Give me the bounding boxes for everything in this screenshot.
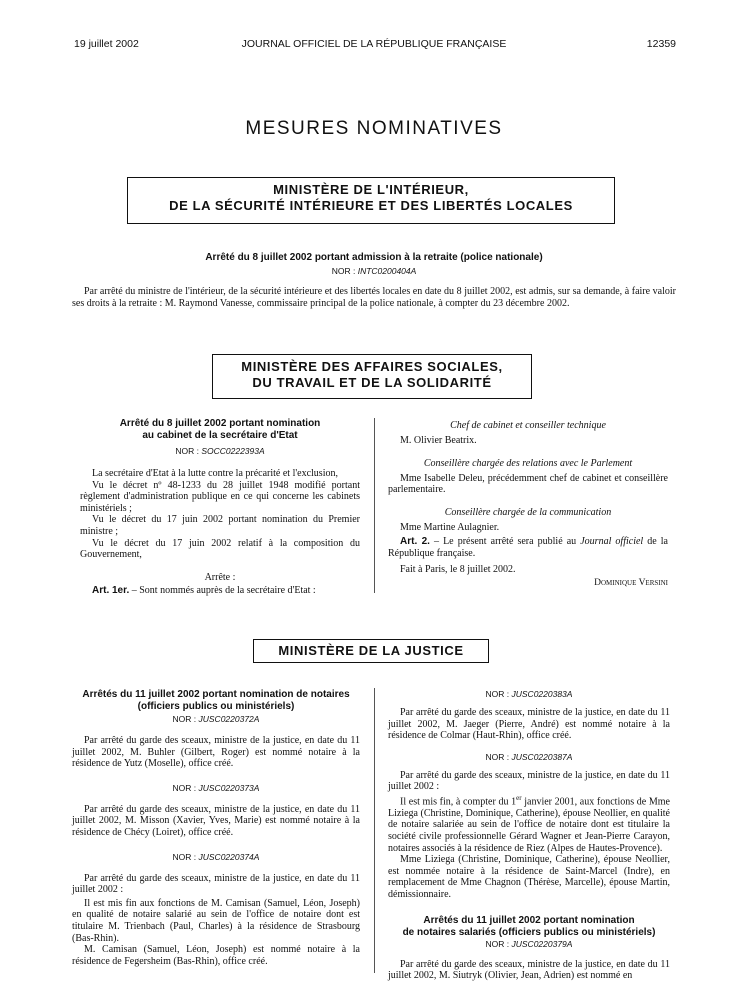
- article-2-text-b: de la République française.: [388, 536, 668, 559]
- nor-code: SOCC0222393A: [201, 446, 265, 456]
- article-2: [388, 536, 668, 559]
- nor-justice-5: NOR : JUSC0220387A: [485, 751, 573, 762]
- justice-text-6: Par arrêté du garde des sceaux, ministre de la justice, en date du 11 juillet 2002, M. Siutryk (Olivier, Jean, Adrien) est nommé en: [388, 958, 670, 982]
- article-1: [80, 585, 360, 597]
- ministry-name-line1: MINISTÈRE DE L'INTÉRIEUR,: [273, 182, 469, 197]
- affaires-left-column: [80, 418, 360, 597]
- justice-right-column: [388, 689, 670, 982]
- column-divider: [374, 418, 375, 593]
- nor-code: INTC0200404A: [357, 266, 417, 276]
- justice-text-4: Par arrêté du garde des sceaux, ministre de la justice, en date du 11 juillet 2002, M. Jaeger (Pierre, André) est nommé notaire à la résidence de Colmar (Haut-Rhin), office créé.: [388, 707, 670, 742]
- arrete-title-affaires: [80, 418, 360, 442]
- role-heading-1: Chef de cabinet et conseiller technique: [450, 420, 606, 431]
- justice-text-1: Par arrêté du garde des sceaux, ministre de la justice, en date du 11 juillet 2002, M. Buhler (Gilbert, Roger) est nommé notaire à la résidence de Yutz (Moselle), office créé.: [72, 735, 360, 770]
- nor-justice-2: NOR : JUSC0220373A: [172, 782, 260, 793]
- fait-a-paris: Fait à Paris, le 8 juillet 2002.: [400, 563, 516, 575]
- nor-code: JUSC0220372A: [198, 714, 260, 724]
- nor-justice-6: NOR : JUSC0220379A: [485, 938, 573, 949]
- header-date: 19 juillet 2002: [74, 38, 139, 50]
- nor-code: JUSC0220374A: [198, 851, 260, 862]
- arrete-title-line2: de notaires salariés (officiers publics ou ministériels): [402, 926, 656, 938]
- appointee-2: Mme Isabelle Deleu, précédemment chef de cabinet et conseillère parlementaire.: [388, 472, 668, 496]
- section-title: MESURES NOMINATIVES: [245, 118, 503, 139]
- article-2-journal: Journal officiel: [580, 536, 644, 548]
- ministry-box-justice: MINISTÈRE DE LA JUSTICE: [253, 639, 489, 663]
- preamble-4: Vu le décret du 17 juin 2002 relatif à la composition du Gouvernement,: [80, 537, 360, 561]
- nor-interieur: [0, 266, 748, 276]
- nor-justice-1: NOR : JUSC0220372A: [172, 714, 260, 724]
- ministry-box-interieur: [127, 177, 615, 224]
- nor-label: NOR :: [331, 266, 356, 276]
- signature: Dominique Versini: [594, 578, 668, 589]
- justice-text-3a: Par arrêté du garde des sceaux, ministre de la justice, en date du 11 juillet 2002 :: [72, 872, 360, 896]
- role-heading-2: Conseillère chargée des relations avec le Parlement: [423, 457, 633, 469]
- ministry-name-line2: DU TRAVAIL ET DE LA SOLIDARITÉ: [252, 375, 492, 390]
- header-journal-title: JOURNAL OFFICIEL DE LA RÉPUBLIQUE FRANÇAISE: [241, 38, 507, 50]
- role-heading-3: Conseillère chargée de la communication: [444, 506, 612, 518]
- column-divider: [374, 688, 375, 973]
- header-page-number: 12359: [646, 38, 676, 50]
- nor-justice-4: NOR : JUSC0220383A: [485, 689, 573, 699]
- justice-text-5c: Mme Liziega (Christine, Dominique, Catherine), épouse Neollier, est nommée notaire à la résidence de Saint-Marcel (Indre), en remplacement de Mme Chagnon (Thérèse, Marcelle), épouse Martin, démissionnaire.: [388, 854, 670, 901]
- article-1-label: Art. 1er.: [92, 585, 130, 597]
- article-2-label: Art. 2.: [400, 536, 430, 548]
- article-1-text: – Sont nommés auprès de la secrétaire d'Etat :: [129, 585, 316, 597]
- nor-label: NOR :: [175, 446, 199, 456]
- ministry-box-affaires-sociales: [212, 354, 532, 399]
- text-interieur: Par arrêté du ministre de l'intérieur, de la sécurité intérieure et des libertés locales en date du 8 juillet 2002, est admis, sur sa demande, à faire valoir ses droits à la retraite : M. Raymond Vanesse, commissaire principal de la police nationale, à compter du 23 décembre 2002.: [72, 286, 676, 309]
- justice-text-3c: M. Camisan (Samuel, Léon, Joseph) est nommé notaire à la résidence de Fegersheim (Bas-Rhin), office créé.: [72, 944, 360, 967]
- arrete-title-line1: Arrêtés du 11 juillet 2002 portant nomination de notaires: [82, 689, 350, 700]
- justice-text-5a: Par arrêté du garde des sceaux, ministre de la justice, en date du 11 juillet 2002 :: [388, 769, 670, 793]
- arrete-title-notaires-salaries: [388, 915, 670, 939]
- preamble-3: Vu le décret du 17 juin 2002 portant nomination du Premier ministre ;: [80, 514, 360, 537]
- nor-affaires: [80, 446, 360, 456]
- text-part: Il est mis fin, à compter du 1: [400, 796, 517, 808]
- article-2-text-a: – Le présent arrêté sera publié au: [429, 536, 581, 548]
- arrete-title-line2: au cabinet de la secrétaire d'Etat: [142, 430, 298, 441]
- nor-code: JUSC0220383A: [511, 689, 573, 699]
- arrete-title-interieur: Arrêté du 8 juillet 2002 portant admission à la retraite (police nationale): [205, 252, 543, 263]
- preamble-1: La secrétaire d'Etat à la lutte contre la précarité et l'exclusion,: [92, 468, 338, 479]
- nor-code: JUSC0220373A: [198, 782, 260, 793]
- arrete-title-line1: Arrêté du 8 juillet 2002 portant nomination: [119, 418, 321, 429]
- text-part: janvier 2001, aux fonctions de Mme Liziega (Christine, Dominique, Catherine), épouse Neollier, en qualité de notaire salariée au sein de l'office de notaire dont est titulaire la société civile professionnelle Gérard Wagner et Jean-Pierre Carayon, notaires associés à la résidence de Riez (Alpes de Hautes-Provence).: [388, 796, 670, 854]
- superscript: er: [516, 793, 522, 802]
- arrete-title-line1: Arrêtés du 11 juillet 2002 portant nomination: [423, 914, 635, 926]
- appointee-3: Mme Martine Aulagnier.: [400, 521, 500, 533]
- ministry-name-line1: MINISTÈRE DES AFFAIRES SOCIALES,: [241, 359, 503, 374]
- justice-text-5b: [388, 793, 670, 854]
- preamble-2: Vu le décret nº 48-1233 du 28 juillet 1948 modifié portant règlement d'administration publique en ce qui concerne les cabinets ministériels ;: [80, 479, 360, 514]
- nor-code: JUSC0220379A: [511, 938, 573, 949]
- nor-code: JUSC0220387A: [511, 751, 573, 762]
- arrete-title-line2: (officiers publics ou ministériels): [137, 701, 295, 712]
- justice-left-column: [72, 689, 360, 967]
- justice-text-3b: Il est mis fin aux fonctions de M. Camisan (Samuel, Léon, Joseph) en qualité de notaire salarié au sein de l'office de notaire dont est titulaire M. Trienbach (Paul, Charles) à la résidence de Strasbourg (Bas-Rhin).: [72, 897, 360, 944]
- arrete-word: Arrête :: [204, 571, 236, 583]
- appointee-1: M. Olivier Beatrix.: [400, 435, 477, 446]
- nor-justice-3: NOR : JUSC0220374A: [172, 851, 260, 862]
- affaires-right-column: [388, 420, 668, 590]
- arrete-title-justice: [72, 689, 360, 713]
- justice-text-2: Par arrêté du garde des sceaux, ministre de la justice, en date du 11 juillet 2002, M. Misson (Xavier, Yves, Marie) est nommé notaire à la résidence de Chécy (Loiret), office créé.: [72, 803, 360, 838]
- ministry-name-line2: DE LA SÉCURITÉ INTÉRIEURE ET DES LIBERTÉS LOCALES: [169, 198, 573, 213]
